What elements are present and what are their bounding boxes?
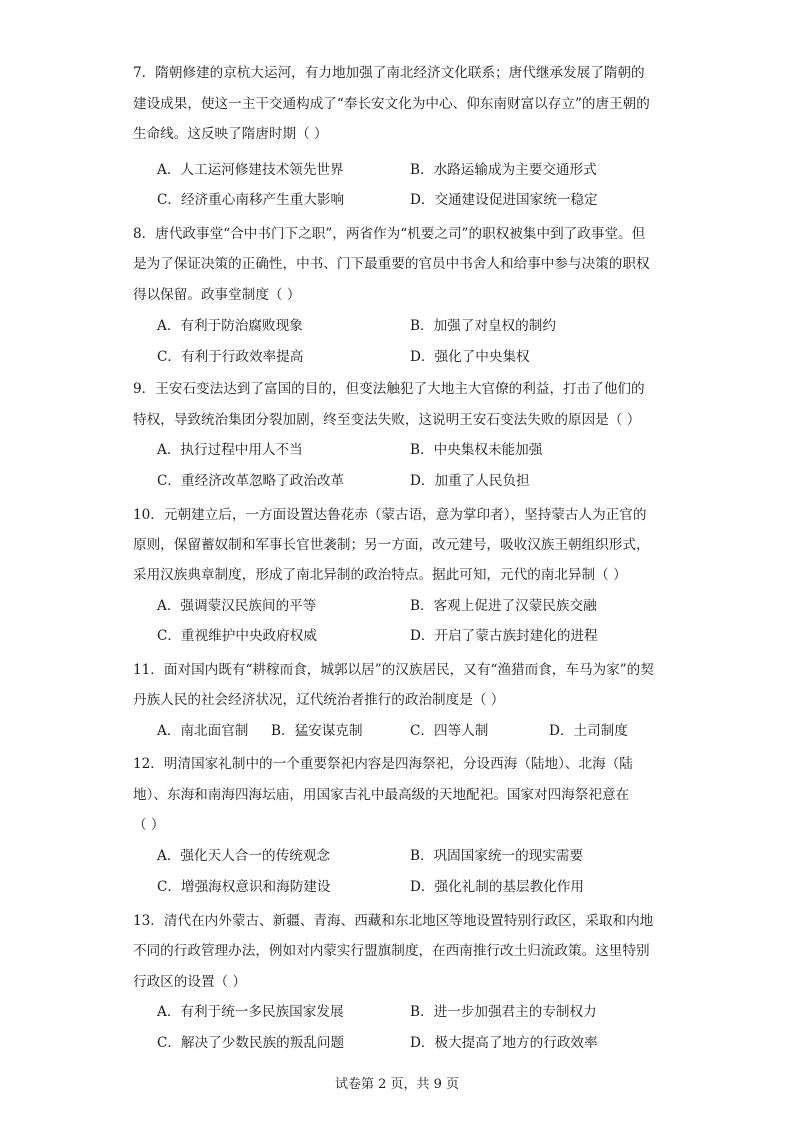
question-text-line: 生命线。这反映了隋唐时期（ ） — [133, 126, 328, 142]
option-c: C．重视维护中央政府权威 — [157, 628, 317, 644]
question-text-line: 原则，保留蓄奴制和军事长官世袭制；另一方面，改元建号，吸收汉族王朝组织形式， — [133, 537, 650, 553]
option-a: A．有利于统一多民族国家发展 — [157, 1004, 344, 1020]
option-a: A．南北面官制 — [157, 723, 249, 739]
question-text-line: 10．元朝建立后，一方面设置达鲁花赤（蒙古语，意为掌印者），坚持蒙古人为正官的 — [133, 507, 647, 523]
option-d: D．极大提高了地方的行政效率 — [410, 1035, 598, 1051]
question-text-line: 8．唐代政事堂“合中书门下之职”，两省作为“机要之司”的职权被集中到了政事堂。但 — [133, 226, 646, 242]
option-b: B．水路运输成为主要交通形式 — [410, 162, 597, 178]
question-text-line: （ ） — [133, 817, 165, 833]
option-b: B．猛安谋克制 — [271, 723, 363, 739]
question-text-line: 11．面对国内既有“耕稼而食，城郭以居”的汉族居民，又有“渔猎而食，车马为家”的契 — [133, 662, 654, 678]
question-text-line: 采用汉族典章制度，形成了南北异制的政治特点。据此可知，元代的南北异制（ ） — [133, 567, 627, 583]
option-c: C．经济重心南移产生重大影响 — [157, 192, 345, 208]
option-d: D．强化礼制的基层教化作用 — [410, 879, 585, 895]
option-d: D．强化了中央集权 — [410, 349, 530, 365]
option-b: B．巩固国家统一的现实需要 — [410, 848, 584, 864]
option-d: D．开启了蒙古族封建化的进程 — [410, 628, 598, 644]
option-a: A．有利于防治腐败现象 — [157, 318, 303, 334]
option-d: D．加重了人民负担 — [410, 473, 530, 489]
question-text-line: 13．清代在内外蒙古、新疆、青海、西藏和东北地区等地设置特别行政区，采取和内地 — [133, 913, 654, 929]
option-a: A．强化天人合一的传统观念 — [157, 848, 330, 864]
question-text-line: 7．隋朝修建的京杭大运河，有力地加强了南北经济文化联系；唐代继承发展了隋朝的 — [133, 65, 645, 81]
option-b: B．进一步加强君主的专制权力 — [410, 1004, 597, 1020]
option-a: A．执行过程中用人不当 — [157, 442, 303, 458]
option-c: C．增强海权意识和海防建设 — [157, 879, 331, 895]
option-c: C．解决了少数民族的叛乱问题 — [157, 1035, 345, 1051]
option-a: A．强调蒙汉民族间的平等 — [157, 598, 317, 614]
question-text-line: 丹族人民的社会经济状况，辽代统治者推行的政治制度是（ ） — [133, 692, 505, 708]
page-footer: 试卷第 2 页，共 9 页 — [334, 1077, 460, 1092]
question-text-line: 地）、东海和南海四海坛庙，用国家吉礼中最高级的天地配祀。国家对四海祭祀意在 — [133, 787, 630, 803]
option-c: C．四等人制 — [410, 723, 489, 739]
option-b: B．加强了对皇权的制约 — [410, 318, 556, 334]
question-text-line: 建设成果，使这一主干交通构成了“奉长安文化为中心、仰东南财富以存立”的唐王朝的 — [133, 96, 650, 112]
option-c: C．有利于行政效率提高 — [157, 349, 304, 365]
question-text-line: 行政区的设置（ ） — [133, 974, 247, 990]
question-text-line: 不同的行政管理办法，例如对内蒙实行盟旗制度，在西南推行改土归流政策。这里特别 — [133, 943, 650, 959]
question-text-line: 是为了保证决策的正确性，中书、门下最重要的官员中书舍人和给事中参与决策的职权 — [133, 256, 650, 272]
option-b: B．客观上促进了汉蒙民族交融 — [410, 598, 597, 614]
question-text-line: 特权，导致统治集团分裂加剧，终至变法失败，这说明王安石变法失败的原因是（ ） — [133, 412, 641, 428]
option-a: A．人工运河修建技术领先世界 — [157, 162, 344, 178]
question-text-line: 9．王安石变法达到了富国的目的，但变法触犯了大地主大官僚的利益，打击了他们的 — [133, 381, 645, 397]
question-text-line: 得以保留。政事堂制度（ ） — [133, 287, 301, 303]
option-b: B．中央集权未能加强 — [410, 442, 543, 458]
option-d: D．交通建设促进国家统一稳定 — [410, 192, 598, 208]
question-text-line: 12．明清国家礼制中的一个重要祭祀内容是四海祭祀，分设西海（陆地）、北海（陆 — [133, 756, 633, 772]
option-d: D．土司制度 — [549, 723, 628, 739]
option-c: C．重经济改革忽略了政治改革 — [157, 473, 345, 489]
